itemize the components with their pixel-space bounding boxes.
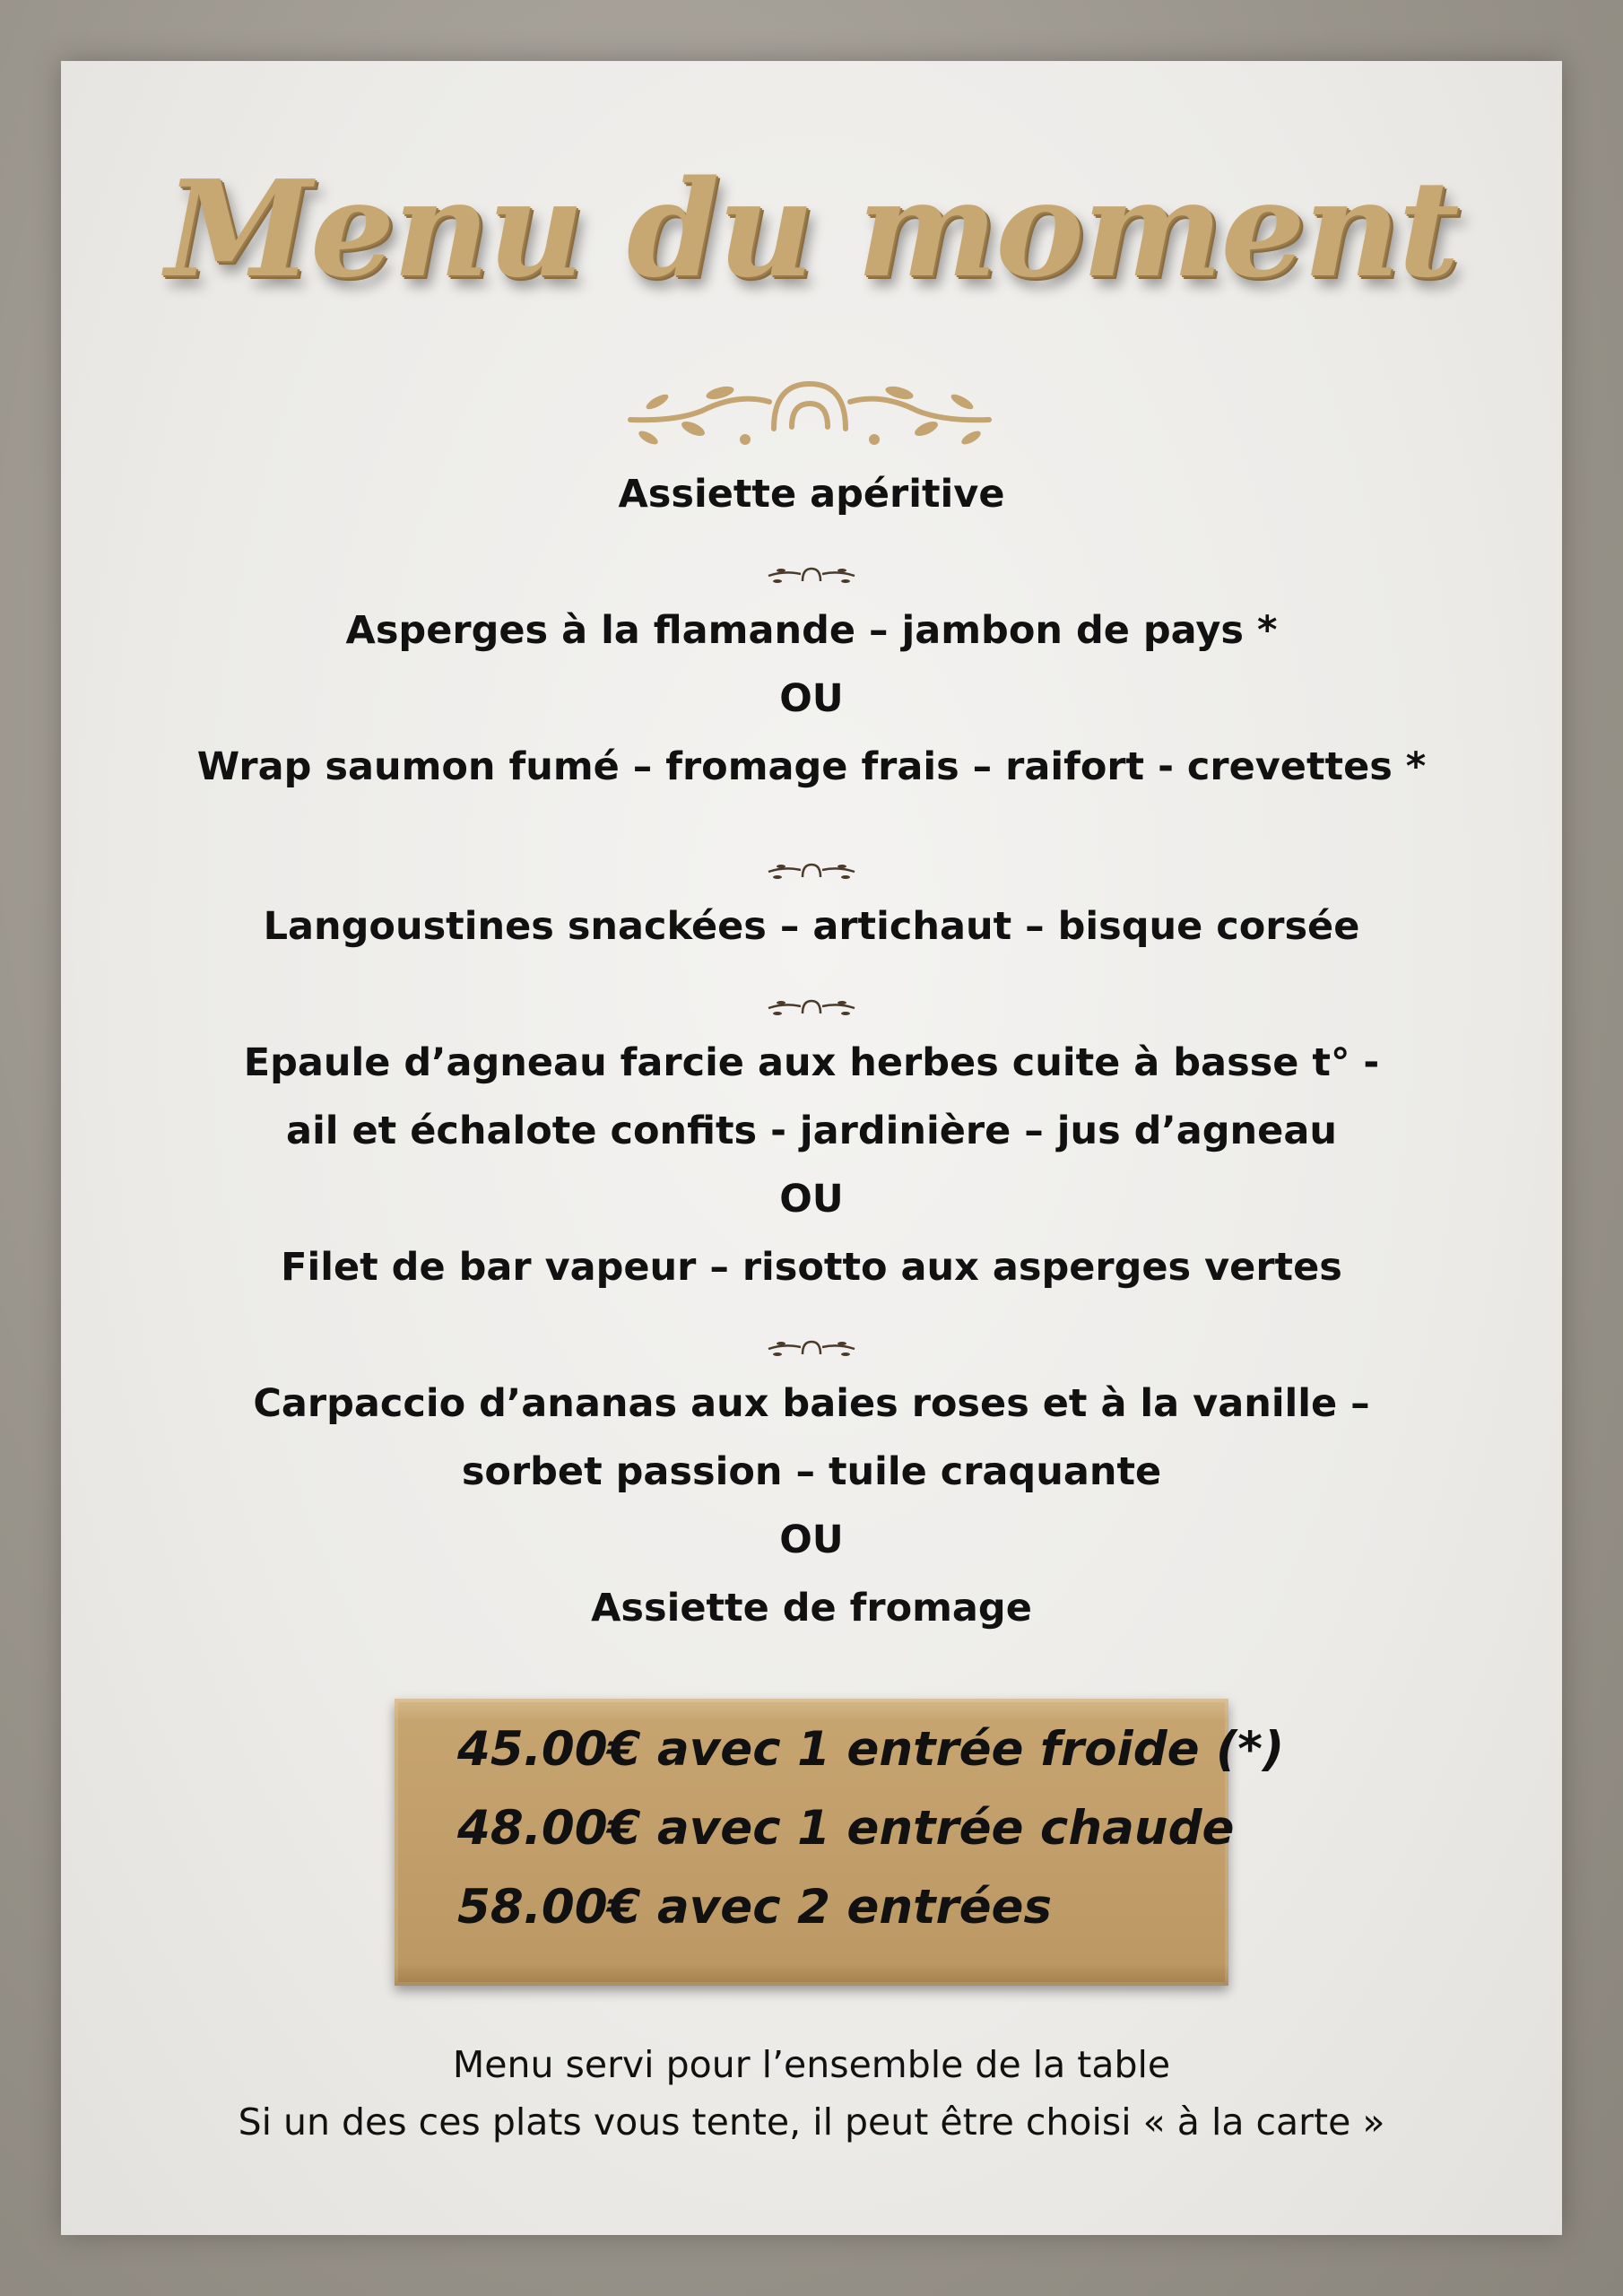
course-intermediate: Langoustines snackées – artichaut – bisque corsée (263, 904, 1360, 949)
or-label: OU (779, 1177, 844, 1222)
cheese-plate: Assiette de fromage (591, 1586, 1032, 1631)
price-line-two: 58.00€ avec 2 entrées (457, 1880, 1053, 1935)
dessert-line1: Carpaccio d’ananas aux baies roses et à la vanille – (253, 1381, 1370, 1426)
menu-title: Menu du moment (165, 151, 1458, 307)
starter-cold: Asperges à la flamande – jambon de pays * (345, 608, 1278, 653)
price-line-cold: 45.00€ avec 1 entrée froide (*) (457, 1722, 1285, 1777)
price-line-hot: 48.00€ avec 1 entrée chaude (457, 1801, 1235, 1856)
footer-note-1: Menu servi pour l’ensemble de la table (452, 2043, 1171, 2086)
main-lamb-line1: Epaule d’agneau farcie aux herbes cuite à basse t° - (243, 1040, 1380, 1085)
dessert-line2: sorbet passion – tuile craquante (461, 1449, 1162, 1494)
separator-icon (765, 1336, 858, 1360)
separator-icon (765, 859, 858, 883)
price-box (395, 1699, 1285, 1986)
main-fish: Filet de bar vapeur – risotto aux asperges vertes (281, 1245, 1342, 1290)
course-aperitif: Assiette apéritive (618, 472, 1005, 517)
separator-icon (765, 996, 858, 1019)
menu-card (61, 61, 1562, 2235)
footer-note-2: Si un des ces plats vous tente, il peut être choisi « à la carte » (238, 2100, 1385, 2144)
separator-icon (765, 563, 858, 587)
floral-flourish-icon (612, 366, 1007, 456)
main-lamb-line2: ail et échalote confits - jardinière – jus d’agneau (286, 1109, 1337, 1153)
or-label: OU (779, 676, 844, 721)
starter-hot: Wrap saumon fumé – fromage frais – raifort - crevettes * (196, 744, 1427, 789)
or-label: OU (779, 1518, 844, 1562)
